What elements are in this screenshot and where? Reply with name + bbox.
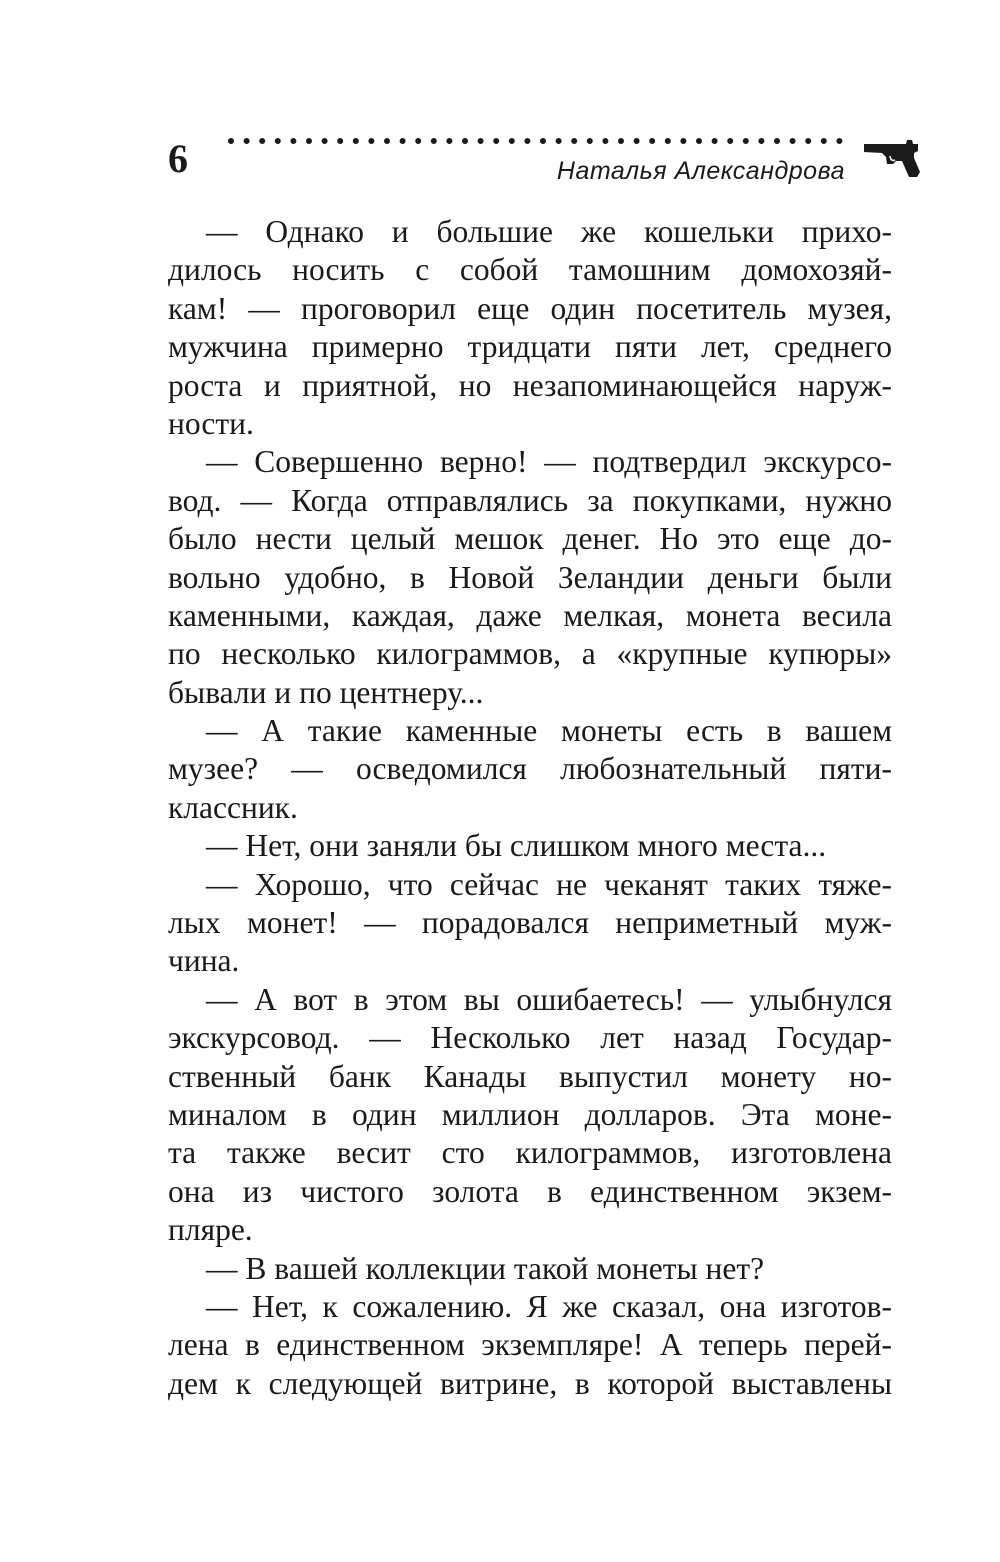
page-number: 6 — [168, 136, 188, 181]
text-line: — Нет, к сожалению. Я же сказал, она изготов- — [206, 1288, 892, 1324]
text-line: классник. — [168, 789, 298, 825]
text-line: ственный банк Канады выпустил монету но- — [168, 1058, 892, 1094]
text-line: вод. — Когда отправлялись за покупками, нужно — [168, 482, 892, 518]
text-line: вольно удобно, в Новой Зеландии деньги были — [168, 559, 892, 595]
text-line: лена в единственном экземпляре! А теперь перей- — [168, 1327, 892, 1363]
text-line: — Однако и большие же кошельки прихо- — [206, 214, 892, 249]
text-line: музее? — осведомился любознательный пяти- — [168, 751, 892, 787]
text-line: дем к следующей витрине, в которой выставлены — [168, 1365, 892, 1401]
text-line: — Нет, они заняли бы слишком много места... — [206, 828, 827, 864]
text-line: бывали и по центнеру... — [168, 674, 484, 710]
running-head: Наталья Александрова — [556, 157, 845, 185]
text-line: кам! — проговорил еще один посетитель музея, — [168, 290, 892, 326]
text-line: миналом в один миллион долларов. Эта моне- — [168, 1096, 892, 1132]
text-line: чина. — [168, 943, 240, 979]
text-line: та также весит сто килограммов, изготовлена — [168, 1135, 892, 1171]
text-block — [168, 213, 892, 1403]
text-line: каменными, каждая, даже мелкая, монета весила — [168, 597, 892, 633]
text-line: — А такие каменные монеты есть в вашем — [206, 713, 892, 749]
text-line: роста и приятной, но незапоминающейся наруж- — [168, 367, 892, 403]
text-line: экскурсовод. — Несколько лет назад Государ- — [168, 1020, 892, 1056]
text-line: было нести целый мешок денег. Но это еще до- — [168, 521, 892, 557]
text-line: — В вашей коллекции такой монеты нет? — [206, 1250, 765, 1286]
text-line: — Совершенно верно! — подтвердил экскурсо- — [206, 444, 892, 480]
text-line: по несколько килограммов, а «крупные купюры» — [168, 636, 892, 672]
text-line: — Хорошо, что сейчас не чеканят таких тяже- — [206, 866, 892, 902]
text-line: она из чистого золота в единственном экзем- — [168, 1173, 892, 1209]
revolver-icon — [862, 136, 924, 178]
text-line: лых монет! — порадовался неприметный муж- — [168, 905, 892, 941]
header-dotted-rule — [226, 131, 846, 151]
text-line: пляре. — [168, 1212, 253, 1248]
text-line: дилось носить с собой тамошним домохозяй- — [168, 252, 892, 288]
text-line: — А вот в этом вы ошибаетесь! — улыбнулся — [206, 981, 892, 1017]
text-line: мужчина примерно тридцати пяти лет, среднего — [168, 329, 892, 365]
text-line: ности. — [168, 405, 254, 441]
